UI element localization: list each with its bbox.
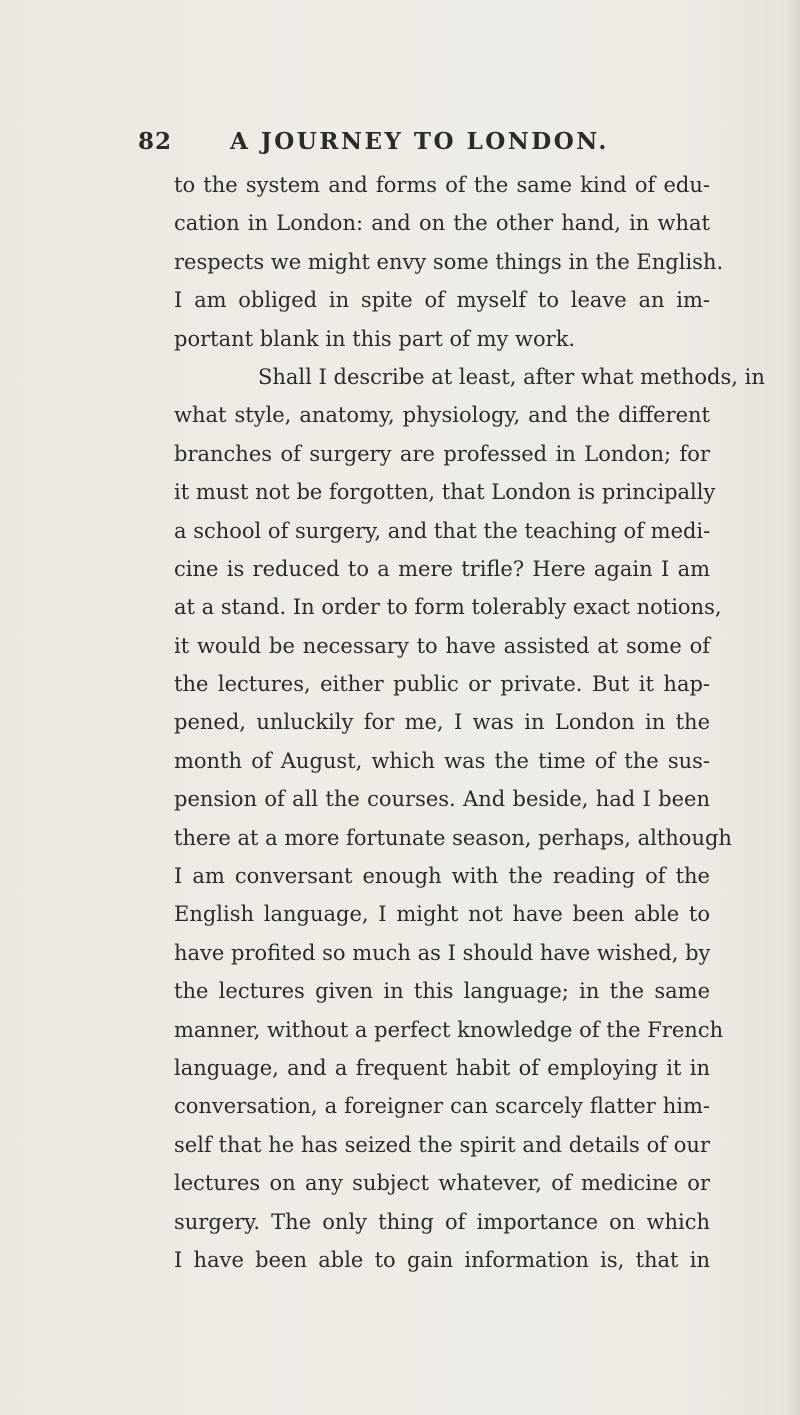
text-line: a school of surgery, and that the teaching of medi- <box>174 518 711 543</box>
text-line: lectures on any subject whatever, of medicine or <box>174 1171 710 1196</box>
text-line: respects we might envy some things in the English. <box>174 249 724 274</box>
text-line: month of August, which was the time of the sus- <box>174 748 710 773</box>
page-number: 82 <box>138 128 173 155</box>
text-line: the lectures, either public or private. But it hap- <box>174 672 710 697</box>
text-line: pened, unluckily for me, I was in London in the <box>174 710 710 735</box>
text-line: the lectures given in this language; in the same <box>174 979 710 1004</box>
text-line: what style, anatomy, physiology, and the different <box>174 403 710 428</box>
body-text <box>174 166 765 1279</box>
page-header <box>138 128 738 162</box>
text-line: cine is reduced to a mere trifle? Here again I am <box>174 556 710 581</box>
text-line: English language, I might not have been able to <box>174 902 710 927</box>
text-line: language, and a frequent habit of employing it in <box>174 1055 710 1080</box>
text-line: portant blank in this part of my work. <box>174 326 576 351</box>
text-line: surgery. The only thing of importance on which <box>174 1209 710 1234</box>
text-line: I am obliged in spite of myself to leave an im- <box>174 288 710 313</box>
text-line-paragraph-start: Shall I describe at least, after what methods, in <box>258 364 765 389</box>
text-line: at a stand. In order to form tolerably exact notions, <box>174 595 722 620</box>
text-line: pension of all the courses. And beside, had I been <box>174 787 710 812</box>
text-line: manner, without a perfect knowledge of the French <box>174 1017 724 1042</box>
text-line: there at a more fortunate season, perhaps, although <box>174 825 732 850</box>
text-line: self that he has seized the spirit and details of our <box>174 1132 710 1157</box>
text-line: to the system and forms of the same kind of edu- <box>174 173 710 197</box>
page-edge-shadow <box>786 0 800 1415</box>
text-line: conversation, a foreigner can scarcely flatter him- <box>174 1094 710 1119</box>
text-line: I am conversant enough with the reading of the <box>174 864 710 889</box>
running-title: A JOURNEY TO LONDON. <box>230 128 609 155</box>
text-line: it must not be forgotten, that London is principally <box>174 480 716 505</box>
text-line: branches of surgery are professed in London; for <box>174 441 710 466</box>
text-line: cation in London: and on the other hand, in what <box>174 211 710 236</box>
text-line: have profited so much as I should have wished, by <box>174 940 711 965</box>
text-line: it would be necessary to have assisted at some of <box>174 633 710 658</box>
text-line: I have been able to gain information is, that in <box>174 1247 710 1272</box>
